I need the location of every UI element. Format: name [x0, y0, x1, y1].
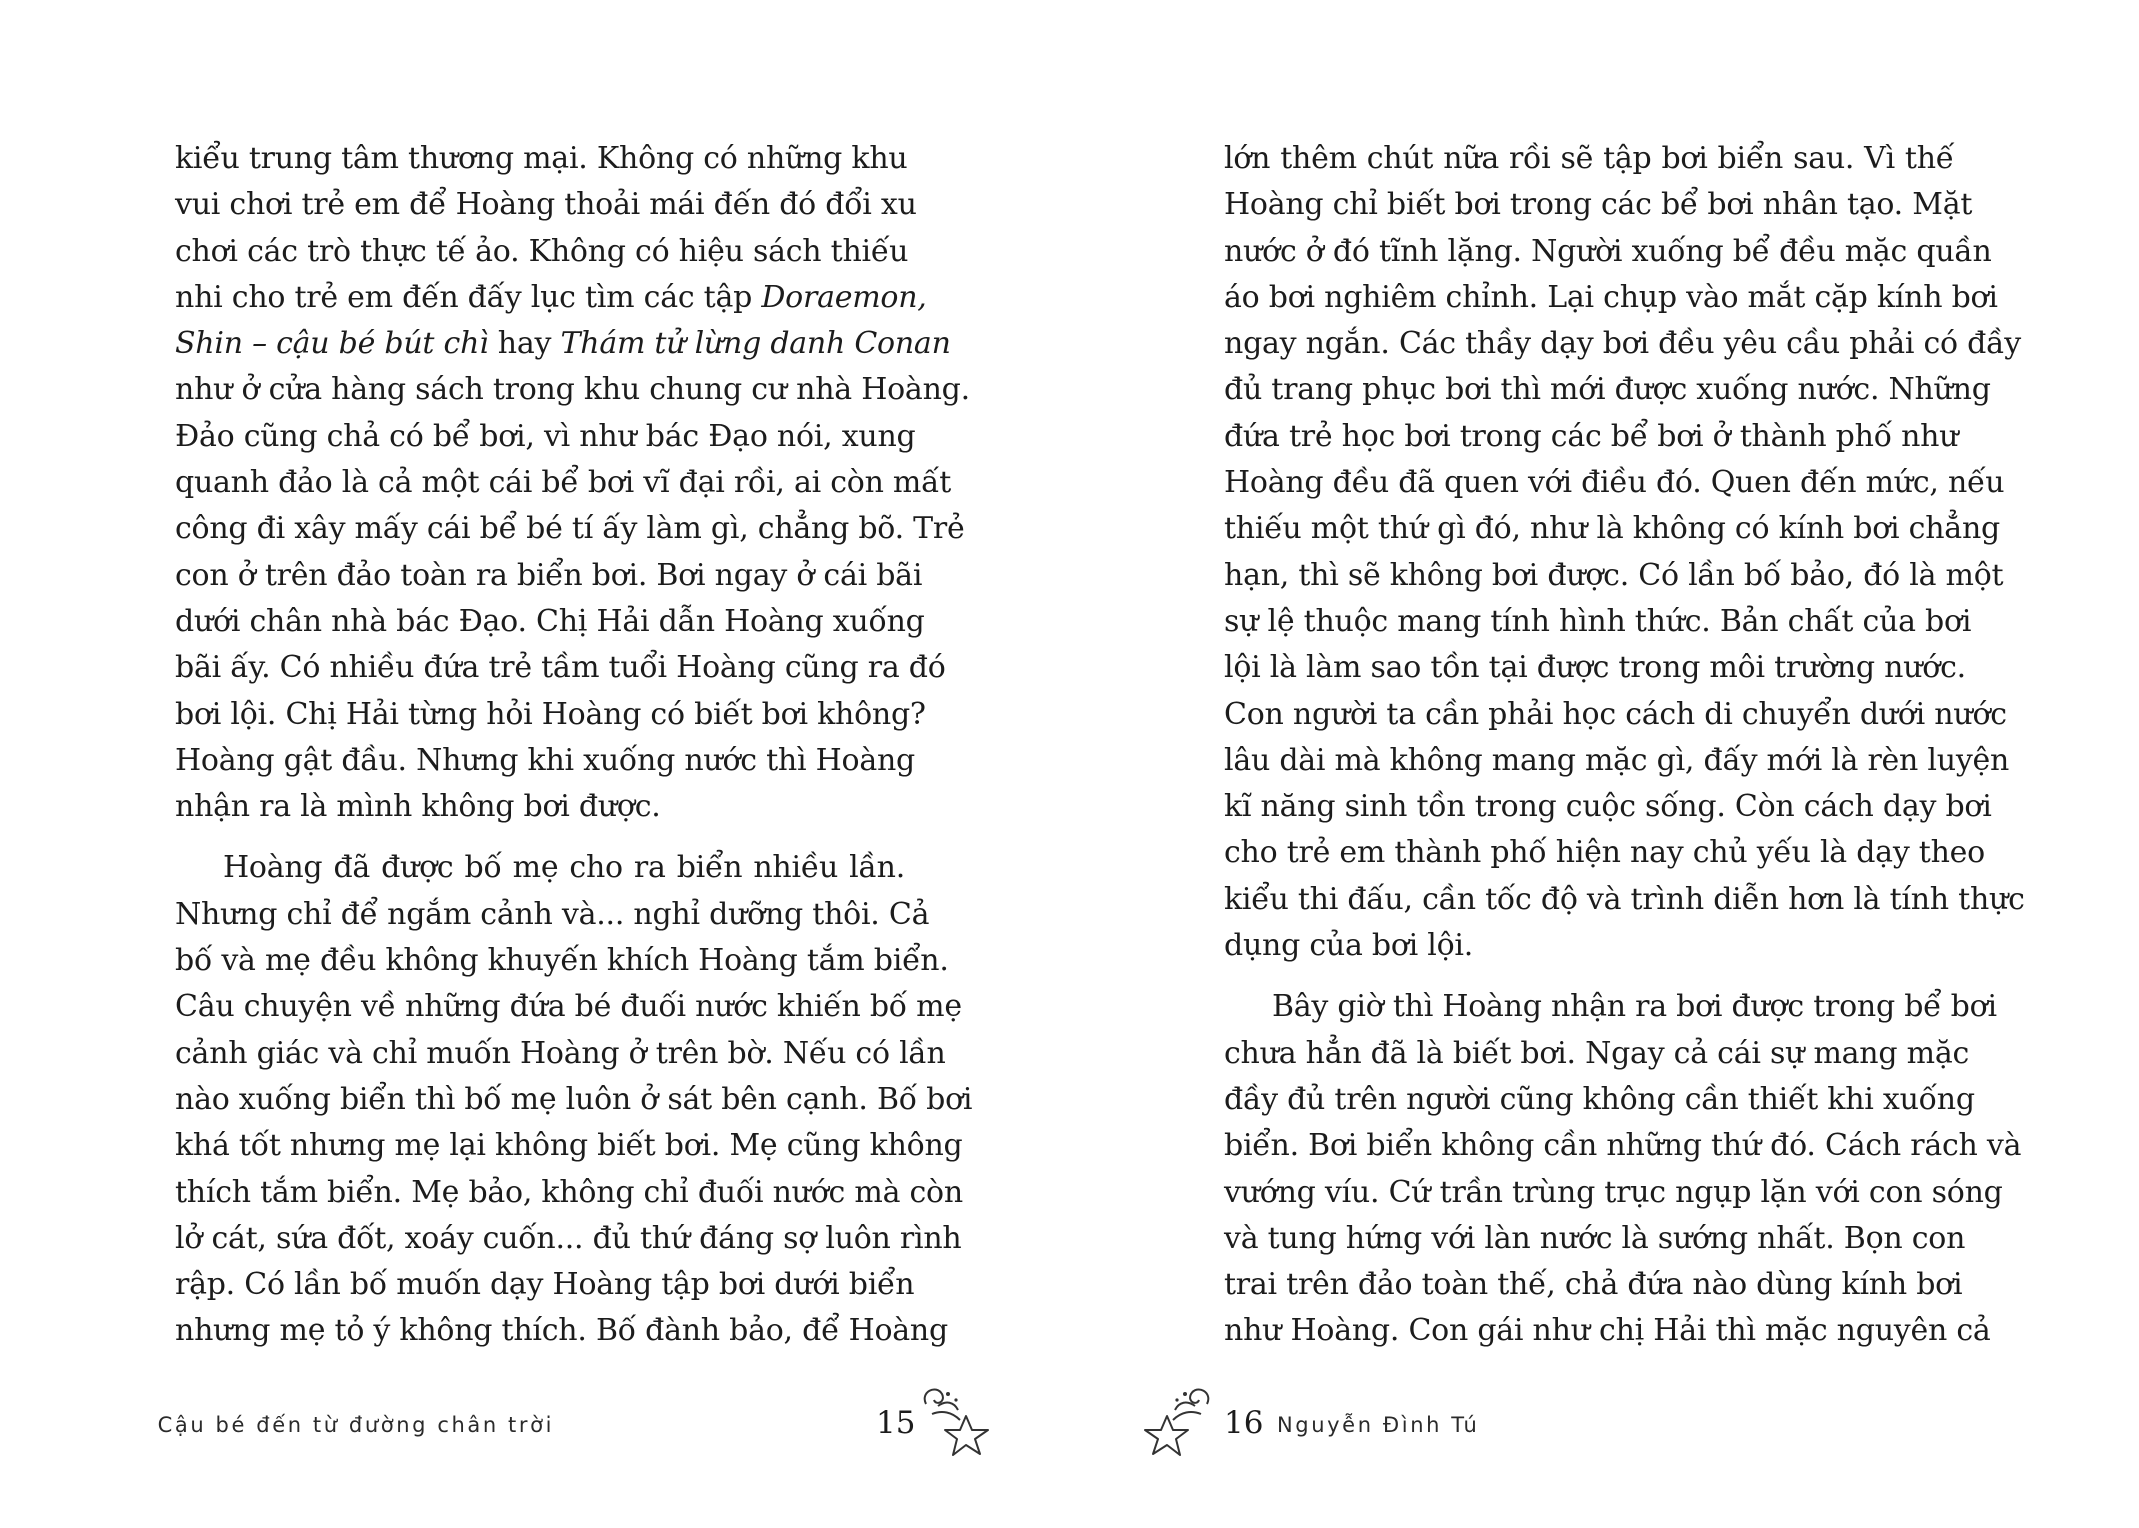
text-line: đầy đủ trên người cũng không cần thiết khi xuống — [1224, 1081, 1975, 1117]
star-swirl-icon — [1135, 1370, 1215, 1465]
text-line: chơi các trò thực tế ảo. Không có hiệu sách thiếu — [175, 233, 909, 269]
book-title-conan: Thám tử lừng danh Conan — [560, 326, 951, 362]
text-line: như Hoàng. Con gái như chị Hải thì mặc nguyên cả — [1224, 1313, 1991, 1349]
text-line: áo bơi nghiêm chỉnh. Lại chụp vào mắt cặp kính bơi — [1224, 279, 1998, 315]
text-run: nhi cho trẻ em đến đấy lục tìm các tập — [175, 279, 762, 315]
text-line: nào xuống biển thì bố mẹ luôn ở sát bên cạnh. Bố bơi — [175, 1081, 973, 1117]
left-page-text — [175, 136, 973, 1355]
text-line: lở cát, sứa đốt, xoáy cuốn... đủ thứ đáng sợ luôn rình — [175, 1220, 962, 1256]
text-line: Đảo cũng chả có bể bơi, vì như bác Đạo nói, xung — [175, 418, 916, 454]
text-line: lâu dài mà không mang mặc gì, đấy mới là rèn luyện — [1224, 742, 2010, 778]
text-line — [175, 275, 927, 321]
text-line: kiểu thi đấu, cần tốc độ và trình diễn hơn là tính thực — [1224, 881, 2025, 917]
book-title-doraemon: Doraemon, — [761, 279, 927, 315]
text-line: bơi lội. Chị Hải từng hỏi Hoàng có biết bơi không? — [175, 696, 926, 732]
text-line: ngay ngắn. Các thầy dạy bơi đều yêu cầu phải có đầy — [1224, 326, 2021, 362]
text-line: quanh đảo là cả một cái bể bơi vĩ đại rồi, ai còn mất — [175, 465, 952, 501]
text-line: hạn, thì sẽ không bơi được. Có lần bố bảo, đó là một — [1224, 557, 2004, 593]
text-line: Hoàng gật đầu. Nhưng khi xuống nước thì Hoàng — [175, 742, 916, 778]
text-line: Câu chuyện về những đứa bé đuối nước khiến bố mẹ — [175, 989, 962, 1025]
left-page — [0, 0, 1069, 1528]
text-line: biển. Bơi biển không cần những thứ đó. Cách rách và — [1224, 1128, 2022, 1164]
text-line: lội là làm sao tồn tại được trong môi trường nước. — [1224, 650, 1966, 686]
text-line: Hoàng chỉ biết bơi trong các bể bơi nhân tạo. Mặt — [1224, 187, 1973, 223]
book-title-shin: Shin – cậu bé bút chì — [175, 326, 489, 362]
text-line: vướng víu. Cứ trần trùng trục ngụp lặn với con sóng — [1224, 1174, 2003, 1210]
text-line: đứa trẻ học bơi trong các bể bơi ở thành phố như — [1224, 418, 1959, 454]
text-line: dụng của bơi lội. — [1224, 928, 1474, 964]
text-line: nhưng mẹ tỏ ý không thích. Bố đành bảo, để Hoàng — [175, 1313, 948, 1349]
text-line: cảnh giác và chỉ muốn Hoàng ở trên bờ. Nếu có lần — [175, 1035, 946, 1071]
text-line: Con người ta cần phải học cách di chuyển dưới nước — [1224, 696, 2007, 732]
text-line: thiếu một thứ gì đó, như là không có kính bơi chẳng — [1224, 511, 2000, 547]
running-footer-author: Nguyễn Đình Tú — [1277, 1413, 1480, 1437]
text-line: Nhưng chỉ để ngắm cảnh và... nghỉ dưỡng thôi. Cả — [175, 896, 930, 932]
text-line: nước ở đó tĩnh lặng. Người xuống bể đều mặc quần — [1224, 233, 1992, 269]
text-line: trai trên đảo toàn thế, chả đứa nào dùng kính bơi — [1224, 1267, 1963, 1303]
text-line: đủ trang phục bơi thì mới được xuống nước. Những — [1224, 372, 1991, 408]
running-footer-book-title: Cậu bé đến từ đường chân trời — [157, 1413, 554, 1437]
text-line: và tung hứng với làn nước là sướng nhất. Bọn con — [1224, 1220, 1966, 1256]
text-line: kiểu trung tâm thương mại. Không có những khu — [175, 141, 908, 176]
text-line: chưa hẳn đã là biết bơi. Ngay cả cái sự mang mặc — [1224, 1035, 1970, 1071]
text-line: lớn thêm chút nữa rồi sẽ tập bơi biển sau. Vì thế — [1224, 141, 1954, 176]
text-run: hay — [488, 326, 561, 362]
text-line: rập. Có lần bố muốn dạy Hoàng tập bơi dưới biển — [175, 1267, 915, 1303]
page-number: 16 — [1224, 1405, 1264, 1441]
text-line: bãi ấy. Có nhiều đứa trẻ tầm tuổi Hoàng cũng ra đó — [175, 650, 946, 686]
page-number: 15 — [876, 1405, 916, 1441]
right-page-text — [1224, 136, 2025, 1355]
text-line: Hoàng đã được bố mẹ cho ra biển nhiều lần. — [223, 850, 905, 886]
text-line: dưới chân nhà bác Đạo. Chị Hải dẫn Hoàng xuống — [175, 603, 925, 639]
star-swirl-icon — [918, 1370, 998, 1465]
text-line: cho trẻ em thành phố hiện nay chủ yếu là dạy theo — [1224, 835, 1985, 871]
text-line: kĩ năng sinh tồn trong cuộc sống. Còn cách dạy bơi — [1224, 789, 1992, 825]
text-line — [175, 321, 951, 367]
text-line: con ở trên đảo toàn ra biển bơi. Bơi ngay ở cái bãi — [175, 557, 923, 593]
text-line: Bây giờ thì Hoàng nhận ra bơi được trong bể bơi — [1272, 989, 1997, 1025]
right-page — [1069, 0, 2138, 1528]
text-line: khá tốt nhưng mẹ lại không biết bơi. Mẹ cũng không — [175, 1128, 963, 1164]
text-line: Hoàng đều đã quen với điều đó. Quen đến mức, nếu — [1224, 465, 2005, 501]
text-line: thích tắm biển. Mẹ bảo, không chỉ đuối nước mà còn — [175, 1174, 963, 1210]
text-line: sự lệ thuộc mang tính hình thức. Bản chất của bơi — [1224, 603, 1972, 639]
text-line: nhận ra là mình không bơi được. — [175, 789, 661, 825]
text-line: công đi xây mấy cái bể bé tí ấy làm gì, chẳng bõ. Trẻ — [175, 511, 965, 547]
text-line: vui chơi trẻ em để Hoàng thoải mái đến đó đổi xu — [175, 187, 917, 223]
text-line: bố và mẹ đều không khuyến khích Hoàng tắm biển. — [175, 943, 949, 979]
text-line: như ở cửa hàng sách trong khu chung cư nhà Hoàng. — [175, 372, 970, 408]
